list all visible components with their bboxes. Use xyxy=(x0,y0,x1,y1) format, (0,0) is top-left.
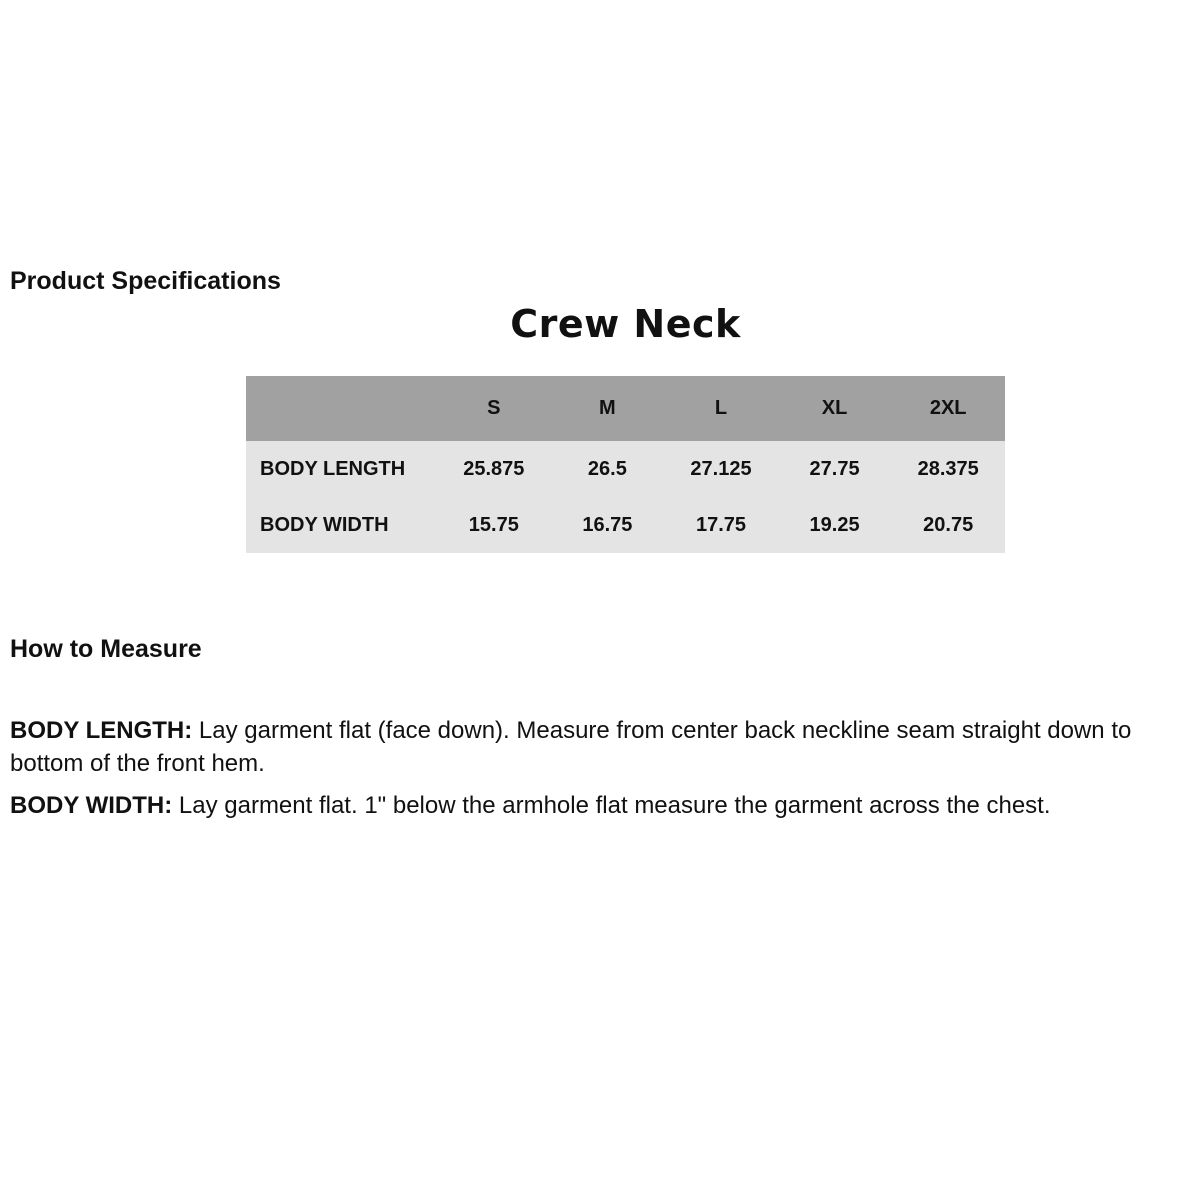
body-width-l: 17.75 xyxy=(695,513,747,536)
corner-cell xyxy=(246,376,437,441)
size-chart-table xyxy=(246,376,1005,553)
body-width-text: Lay garment flat. 1" below the armhole flat measure the garment across the chest. xyxy=(172,792,1051,819)
body-length-2xl: 28.375 xyxy=(917,457,979,480)
body-length-term: BODY LENGTH: xyxy=(10,717,193,744)
row-label-body-width: BODY WIDTH xyxy=(260,513,389,536)
body-width-term: BODY WIDTH: xyxy=(10,792,173,819)
size-col-l: L xyxy=(714,397,728,419)
section-title: Product Specifications xyxy=(10,267,281,295)
body-length-l: 27.125 xyxy=(690,457,752,480)
size-col-2xl: 2XL xyxy=(929,397,967,419)
body-width-s: 15.75 xyxy=(468,513,519,536)
table-row-body-width xyxy=(246,497,1005,553)
size-col-s: S xyxy=(487,397,501,419)
body-width-instruction xyxy=(10,789,1192,822)
size-header-row xyxy=(246,376,1005,441)
body-width-2xl: 20.75 xyxy=(923,513,974,536)
body-length-m: 26.5 xyxy=(587,457,627,480)
size-col-m: M xyxy=(599,397,616,419)
body-length-text: Lay garment flat (face down). Measure from center back neckline seam straight down to bottom of the front hem. xyxy=(10,717,1132,777)
body-width-xl: 19.25 xyxy=(809,513,860,536)
size-col-xl: XL xyxy=(821,397,848,419)
body-length-xl: 27.75 xyxy=(809,457,860,480)
body-width-m: 16.75 xyxy=(582,513,633,536)
row-label-body-length: BODY LENGTH xyxy=(260,457,406,480)
table-row-body-length xyxy=(246,441,1005,497)
product-title: Crew Neck xyxy=(510,302,741,346)
body-length-instruction xyxy=(10,714,1192,780)
how-to-measure-title: How to Measure xyxy=(10,635,202,663)
body-length-s: 25.875 xyxy=(463,457,525,480)
